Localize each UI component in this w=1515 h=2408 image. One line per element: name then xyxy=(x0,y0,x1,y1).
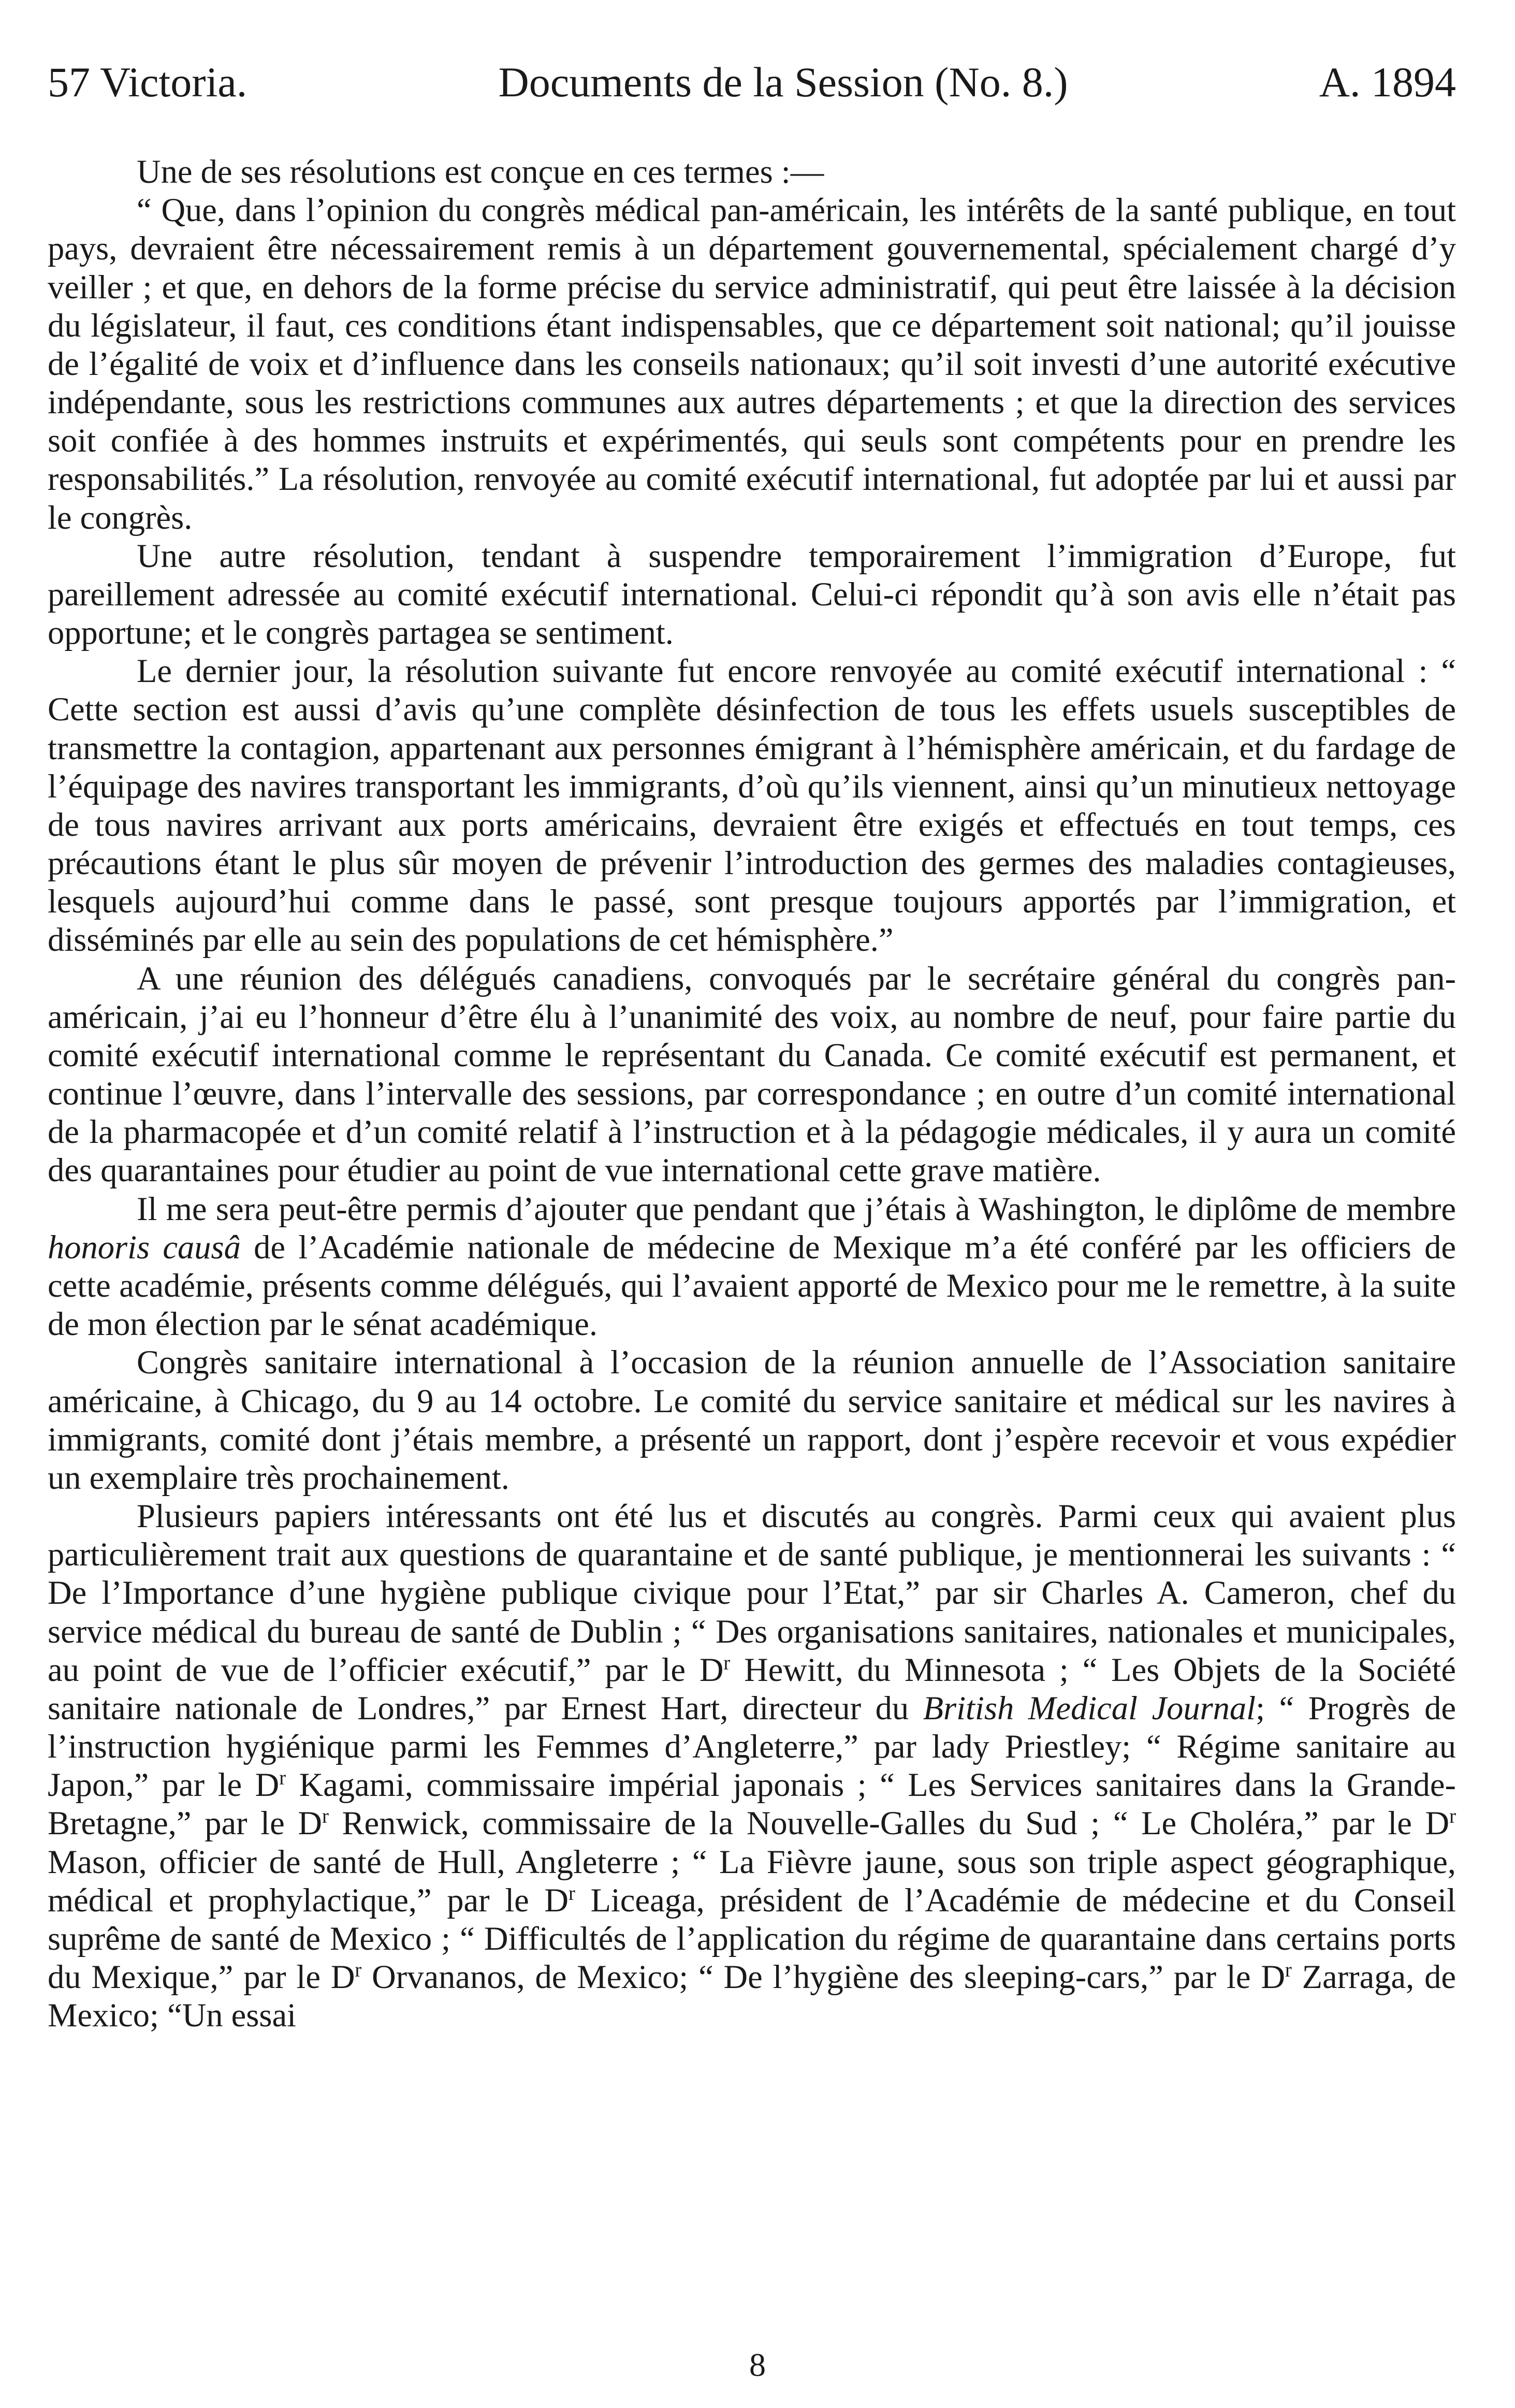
superscript-r: r xyxy=(322,1805,329,1827)
superscript-r: r xyxy=(279,1767,286,1789)
superscript-r: r xyxy=(1285,1959,1292,1981)
papers-text-b: Hewitt, du Minnesota ; “ Les Objets de la Société sanitaire nationale de Londres,” par Ernest Hart, directeur du xyxy=(48,1651,1456,1727)
header-year: A. 1894 xyxy=(1319,59,1456,106)
papers-text-i: Zarraga, de Mexico; “Un essai xyxy=(48,1959,1456,2034)
paragraph-immigration-resolution: Une autre résolution, tendant à suspendre temporairement l’immigration d’Europe, fut pareillement adressée au comité exécutif international. Celui-ci répondit qu’à son avis elle n’était pas opportune; et le congrès partagea se sentiment. xyxy=(48,537,1456,651)
superscript-r: r xyxy=(723,1652,731,1674)
papers-text-e: Renwick, commissaire de la Nouvelle-Galles du Sud ; “ Le Choléra,” par le D xyxy=(328,1805,1450,1842)
papers-text-d: Kagami, commissaire impérial japonais ; “ Les Services sanitaires dans la Grande-Bretagne,” par le D xyxy=(48,1766,1456,1842)
header-title: Documents de la Session (No. 8.) xyxy=(498,59,1068,106)
paragraph-disinfection-resolution: Le dernier jour, la résolution suivante fut encore renvoyée au comité exécutif international : “ Cette section est aussi d’avis qu’une complète désinfection de tous les effets usuels susceptibles de transmettre la contagion, appartenant aux personnes émigrant à l’hémisphère américain, et du fardage de l’équipage des navires transportant les immigrants, d’où qu’ils viennent, ainsi qu’un minutieux nettoyage de tous navires arrivant aux ports américains, devraient être exigés et effectués en tout temps, ces précautions étant le plus sûr moyen de prévenir l’introduction des germes des maladies contagieuses, lesquels aujourd’hui comme dans le passé, sont presque toujours apportés par l’immigration, et disséminés par elle au sein des populations de cet hémisphère.” xyxy=(48,652,1456,959)
paragraph-canadian-delegates: A une réunion des délégués canadiens, convoqués par le secrétaire général du congrès pan-américain, j’ai eu l’honneur d’être élu à l’unanimité des voix, au nombre de neuf, pour faire partie du comité exécutif international comme le représentant du Canada. Ce comité exécutif est permanent, et continue l’œuvre, dans l’intervalle des sessions, par correspondance ; en outre d’un comité international de la pharmacopée et d’un comité relatif à l’instruction et à la pédagogie médicales, il y aura un comité des quarantaines pour étudier au point de vue international cette grave matière. xyxy=(48,960,1456,1189)
diploma-text-b: de l’Académie nationale de médecine de Mexique m’a été conféré par les officiers de cette académie, présents comme délégués, qui l’avaient apporté de Mexico pour me le remettre, à la suite de mon élection par le sénat académique. xyxy=(48,1228,1456,1343)
diploma-text-a: Il me sera peut-être permis d’ajouter que pendant que j’étais à Washington, le diplôme de membre xyxy=(137,1190,1456,1227)
superscript-r: r xyxy=(355,1959,362,1981)
honoris-causa-italic: honoris causâ xyxy=(48,1228,241,1266)
papers-text-a: Plusieurs papiers intéressants ont été lus et discutés au congrès. Parmi ceux qui avaient plus particulièrement trait aux questions de quarantaine et de santé publique, je mentionnerai les suivants : “ De l’Importance d’une hygiène publique civique pour l’Etat,” par sir Charles A. Cameron, chef du service médical du bureau de santé de Dublin ; “ Des organisations sanitaires, nationales et municipales, au point de vue de l’officier exécutif,” par le D xyxy=(48,1498,1456,1688)
papers-text-f: Mason, officier de santé de Hull, Angleterre ; “ La Fièvre jaune, sous son triple aspect géographique, médical et prophylactique,” par le D xyxy=(48,1843,1456,1919)
superscript-r: r xyxy=(1449,1805,1456,1827)
paragraph-diploma xyxy=(48,1190,1456,1344)
paragraph-chicago-congress: Congrès sanitaire international à l’occasion de la réunion annuelle de l’Association sanitaire américaine, à Chicago, du 9 au 14 octobre. Le comité du service sanitaire et médical sur les navires à immigrants, comité dont j’étais membre, a présenté un rapport, dont j’espère recevoir et vous expédier un exemplaire très prochainement. xyxy=(48,1344,1456,1496)
page-number: 8 xyxy=(749,2346,766,2383)
paragraph-papers-list xyxy=(48,1497,1456,2035)
running-header xyxy=(48,61,1456,104)
papers-text-g: Liceaga, président de l’Académie de médecine et du Conseil suprême de santé de Mexico ; “ Difficultés de l’application du régime de quarantaine dans certains ports du Mexique,” par le D xyxy=(48,1881,1456,1996)
papers-text-h: Orvananos, de Mexico; “ De l’hygiène des sleeping-cars,” par le D xyxy=(361,1959,1285,1996)
paragraph-resolution-intro: Une de ses résolutions est conçue en ces termes :— xyxy=(137,153,824,190)
header-regnal-year: 57 Victoria. xyxy=(48,59,247,106)
page-body xyxy=(48,153,1456,2035)
papers-text-c: ; “ Progrès de l’instruction hygiénique parmi les Femmes d’Angleterre,” par lady Priestley; “ Régime sanitaire au Japon,” par le D xyxy=(48,1689,1456,1804)
superscript-r: r xyxy=(568,1882,575,1905)
journal-title-italic: British Medical Journal xyxy=(923,1689,1256,1727)
paragraph-resolution-quote: “ Que, dans l’opinion du congrès médical pan-américain, les intérêts de la santé publique, en tout pays, devraient être nécessairement remis à un département gouvernemental, spécialement chargé d’y veiller ; et que, en dehors de la forme précise du service administratif, qui peut être laissée à la décision du législateur, il faut, ces conditions étant indispensables, que ce département soit national; qu’il jouisse de l’égalité de voix et d’influence dans les conseils nationaux; qu’il soit investi d’une autorité exécutive indépendante, sous les restrictions communes aux autres départements ; et que la direction des services soit confiée à des hommes instruits et expérimentés, qui seuls sont compétents pour en prendre les responsabilités.” La résolution, renvoyée au comité exécutif international, fut adoptée par lui et aussi par le congrès. xyxy=(48,192,1456,536)
